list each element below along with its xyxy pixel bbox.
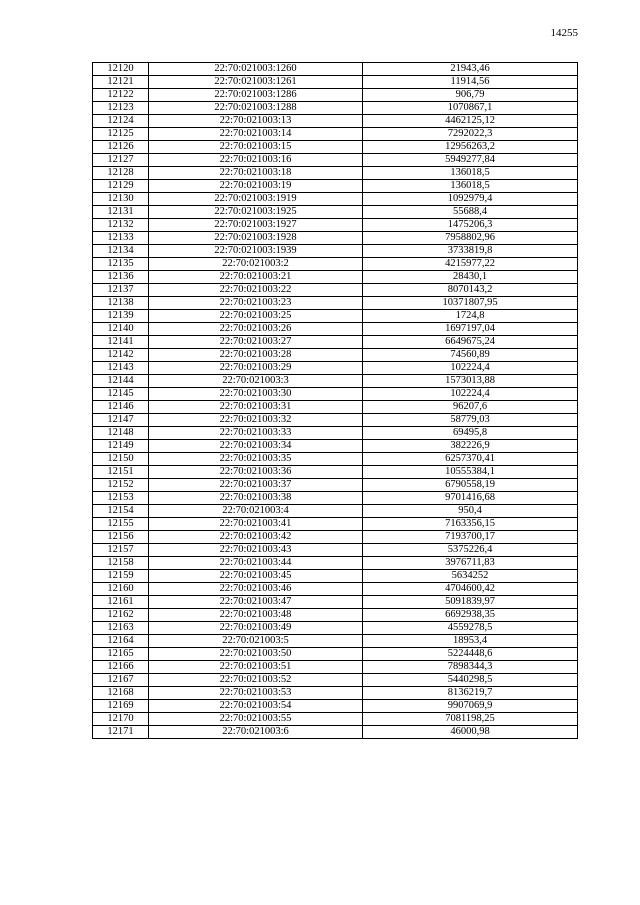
row-number-cell: 12153 [93,492,149,505]
cadastral-number-cell: 22:70:021003:33 [149,427,363,440]
row-number-cell: 12158 [93,557,149,570]
cadastral-value-cell: 9907069,9 [363,700,578,713]
row-number-cell: 12129 [93,180,149,193]
cadastral-number-cell: 22:70:021003:25 [149,310,363,323]
row-number-cell: 12136 [93,271,149,284]
cadastral-number-cell: 22:70:021003:54 [149,700,363,713]
cadastral-number-cell: 22:70:021003:47 [149,596,363,609]
cadastral-number-cell: 22:70:021003:2 [149,258,363,271]
row-number-cell: 12167 [93,674,149,687]
cadastral-value-cell: 6692938,35 [363,609,578,622]
cadastral-value-cell: 906,79 [363,89,578,102]
cadastral-number-cell: 22:70:021003:55 [149,713,363,726]
cadastral-value-cell: 55688,4 [363,206,578,219]
cadastral-number-cell: 22:70:021003:1928 [149,232,363,245]
cadastral-number-cell: 22:70:021003:22 [149,284,363,297]
table-row [93,622,578,635]
row-number-cell: 12165 [93,648,149,661]
table-row [93,375,578,388]
cadastral-value-cell: 1573013,88 [363,375,578,388]
cadastral-number-cell: 22:70:021003:34 [149,440,363,453]
cadastral-number-cell: 22:70:021003:37 [149,479,363,492]
cadastral-value-cell: 6649675,24 [363,336,578,349]
cadastral-value-cell: 96207,6 [363,401,578,414]
cadastral-value-cell: 1070867,1 [363,102,578,115]
cadastral-value-cell: 6790558,19 [363,479,578,492]
cadastral-number-cell: 22:70:021003:4 [149,505,363,518]
cadastral-number-cell: 22:70:021003:21 [149,271,363,284]
table-row [93,141,578,154]
cadastral-number-cell: 22:70:021003:27 [149,336,363,349]
cadastral-value-cell: 5091839,97 [363,596,578,609]
table-row [93,700,578,713]
cadastral-number-cell: 22:70:021003:32 [149,414,363,427]
cadastral-value-cell: 5224448,6 [363,648,578,661]
row-number-cell: 12151 [93,466,149,479]
cadastral-number-cell: 22:70:021003:28 [149,349,363,362]
table-row [93,661,578,674]
table-row [93,193,578,206]
cadastral-value-cell: 4704600,42 [363,583,578,596]
table-row [93,297,578,310]
row-number-cell: 12137 [93,284,149,297]
cadastral-number-cell: 22:70:021003:19 [149,180,363,193]
cadastral-value-cell: 11914,56 [363,76,578,89]
table-row [93,336,578,349]
row-number-cell: 12155 [93,518,149,531]
cadastral-number-cell: 22:70:021003:1260 [149,63,363,76]
cadastral-value-cell: 6257370,41 [363,453,578,466]
table-row [93,219,578,232]
cadastral-value-cell: 3976711,83 [363,557,578,570]
row-number-cell: 12156 [93,531,149,544]
cadastral-number-cell: 22:70:021003:1919 [149,193,363,206]
cadastral-number-cell: 22:70:021003:29 [149,362,363,375]
table-row [93,531,578,544]
cadastral-number-cell: 22:70:021003:42 [149,531,363,544]
table-row [93,76,578,89]
table-row [93,544,578,557]
cadastral-value-cell: 4559278,5 [363,622,578,635]
table-row [93,609,578,622]
row-number-cell: 12154 [93,505,149,518]
table-row [93,466,578,479]
cadastral-value-cell: 7958802,96 [363,232,578,245]
row-number-cell: 12171 [93,726,149,739]
table-row [93,349,578,362]
cadastral-number-cell: 22:70:021003:18 [149,167,363,180]
row-number-cell: 12160 [93,583,149,596]
row-number-cell: 12121 [93,76,149,89]
cadastral-value-cell: 7898344,3 [363,661,578,674]
table-row [93,440,578,453]
table-row [93,258,578,271]
cadastral-value-cell: 102224,4 [363,362,578,375]
cadastral-number-cell: 22:70:021003:13 [149,115,363,128]
cadastral-number-cell: 22:70:021003:43 [149,544,363,557]
table-row [93,648,578,661]
table-body [93,63,578,739]
cadastral-value-cell: 58779,03 [363,414,578,427]
cadastral-number-cell: 22:70:021003:48 [149,609,363,622]
cadastral-number-cell: 22:70:021003:41 [149,518,363,531]
cadastral-value-table [92,62,578,739]
row-number-cell: 12168 [93,687,149,700]
page-number: 14255 [550,27,578,39]
cadastral-number-cell: 22:70:021003:1925 [149,206,363,219]
row-number-cell: 12145 [93,388,149,401]
cadastral-number-cell: 22:70:021003:1927 [149,219,363,232]
cadastral-value-cell: 10555384,1 [363,466,578,479]
table-row [93,271,578,284]
cadastral-value-cell: 5634252 [363,570,578,583]
cadastral-number-cell: 22:70:021003:52 [149,674,363,687]
row-number-cell: 12123 [93,102,149,115]
table-row [93,362,578,375]
row-number-cell: 12139 [93,310,149,323]
cadastral-value-cell: 74560,89 [363,349,578,362]
row-number-cell: 12126 [93,141,149,154]
row-number-cell: 12133 [93,232,149,245]
table-row [93,414,578,427]
row-number-cell: 12149 [93,440,149,453]
row-number-cell: 12164 [93,635,149,648]
table-row [93,687,578,700]
row-number-cell: 12143 [93,362,149,375]
table-row [93,388,578,401]
cadastral-number-cell: 22:70:021003:45 [149,570,363,583]
table-row [93,154,578,167]
row-number-cell: 12125 [93,128,149,141]
row-number-cell: 12166 [93,661,149,674]
row-number-cell: 12140 [93,323,149,336]
table-row [93,232,578,245]
cadastral-number-cell: 22:70:021003:36 [149,466,363,479]
cadastral-number-cell: 22:70:021003:30 [149,388,363,401]
cadastral-number-cell: 22:70:021003:16 [149,154,363,167]
table-row [93,284,578,297]
cadastral-value-cell: 1724,8 [363,310,578,323]
row-number-cell: 12146 [93,401,149,414]
cadastral-value-cell: 4215977,22 [363,258,578,271]
table-row [93,492,578,505]
cadastral-value-cell: 8070143,2 [363,284,578,297]
cadastral-value-cell: 46000,98 [363,726,578,739]
cadastral-number-cell: 22:70:021003:1261 [149,76,363,89]
cadastral-value-cell: 7193700,17 [363,531,578,544]
table-row [93,518,578,531]
cadastral-value-cell: 7163356,15 [363,518,578,531]
cadastral-value-cell: 10371807,95 [363,297,578,310]
cadastral-value-cell: 28430,1 [363,271,578,284]
cadastral-number-cell: 22:70:021003:38 [149,492,363,505]
table-row [93,479,578,492]
row-number-cell: 12130 [93,193,149,206]
table-row [93,245,578,258]
table-row [93,557,578,570]
table-row [93,505,578,518]
table-row [93,583,578,596]
cadastral-value-cell: 12956263,2 [363,141,578,154]
table-row [93,167,578,180]
row-number-cell: 12134 [93,245,149,258]
table-row [93,323,578,336]
row-number-cell: 12128 [93,167,149,180]
cadastral-value-cell: 102224,4 [363,388,578,401]
cadastral-value-cell: 3733819,8 [363,245,578,258]
table-row [93,596,578,609]
cadastral-number-cell: 22:70:021003:26 [149,323,363,336]
row-number-cell: 12169 [93,700,149,713]
table-row [93,128,578,141]
cadastral-number-cell: 22:70:021003:46 [149,583,363,596]
row-number-cell: 12148 [93,427,149,440]
cadastral-value-cell: 5375226,4 [363,544,578,557]
row-number-cell: 12162 [93,609,149,622]
cadastral-number-cell: 22:70:021003:1939 [149,245,363,258]
cadastral-number-cell: 22:70:021003:5 [149,635,363,648]
row-number-cell: 12127 [93,154,149,167]
cadastral-value-cell: 4462125,12 [363,115,578,128]
cadastral-value-cell: 8136219,7 [363,687,578,700]
cadastral-number-cell: 22:70:021003:51 [149,661,363,674]
row-number-cell: 12142 [93,349,149,362]
row-number-cell: 12132 [93,219,149,232]
row-number-cell: 12120 [93,63,149,76]
row-number-cell: 12122 [93,89,149,102]
row-number-cell: 12144 [93,375,149,388]
cadastral-value-cell: 18953,4 [363,635,578,648]
cadastral-value-cell: 382226,9 [363,440,578,453]
cadastral-number-cell: 22:70:021003:14 [149,128,363,141]
cadastral-number-cell: 22:70:021003:35 [149,453,363,466]
row-number-cell: 12141 [93,336,149,349]
cadastral-value-cell: 1697197,04 [363,323,578,336]
table-row [93,180,578,193]
row-number-cell: 12138 [93,297,149,310]
table-row [93,310,578,323]
cadastral-number-cell: 22:70:021003:49 [149,622,363,635]
row-number-cell: 12157 [93,544,149,557]
cadastral-value-cell: 5440298,5 [363,674,578,687]
cadastral-number-cell: 22:70:021003:53 [149,687,363,700]
row-number-cell: 12163 [93,622,149,635]
table-row [93,674,578,687]
table-row [93,89,578,102]
table-row [93,427,578,440]
cadastral-value-cell: 1475206,3 [363,219,578,232]
cadastral-number-cell: 22:70:021003:15 [149,141,363,154]
cadastral-value-cell: 950,4 [363,505,578,518]
cadastral-number-cell: 22:70:021003:1286 [149,89,363,102]
table-row [93,115,578,128]
cadastral-value-cell: 7081198,25 [363,713,578,726]
row-number-cell: 12135 [93,258,149,271]
cadastral-value-cell: 5949277,84 [363,154,578,167]
cadastral-value-cell: 21943,46 [363,63,578,76]
cadastral-value-cell: 9701416,68 [363,492,578,505]
cadastral-number-cell: 22:70:021003:6 [149,726,363,739]
row-number-cell: 12170 [93,713,149,726]
row-number-cell: 12161 [93,596,149,609]
cadastral-number-cell: 22:70:021003:44 [149,557,363,570]
cadastral-number-cell: 22:70:021003:50 [149,648,363,661]
table-row [93,453,578,466]
cadastral-value-cell: 7292022,3 [363,128,578,141]
row-number-cell: 12150 [93,453,149,466]
table-row [93,726,578,739]
cadastral-number-cell: 22:70:021003:31 [149,401,363,414]
cadastral-number-cell: 22:70:021003:23 [149,297,363,310]
row-number-cell: 12131 [93,206,149,219]
table-row [93,401,578,414]
row-number-cell: 12159 [93,570,149,583]
table-row [93,102,578,115]
cadastral-number-cell: 22:70:021003:1288 [149,102,363,115]
table-row [93,713,578,726]
cadastral-value-cell: 136018,5 [363,180,578,193]
cadastral-value-cell: 136018,5 [363,167,578,180]
row-number-cell: 12124 [93,115,149,128]
cadastral-number-cell: 22:70:021003:3 [149,375,363,388]
table-row [93,570,578,583]
cadastral-value-cell: 69495,8 [363,427,578,440]
row-number-cell: 12147 [93,414,149,427]
table-row [93,206,578,219]
table-row [93,63,578,76]
cadastral-value-cell: 1092979,4 [363,193,578,206]
table-row [93,635,578,648]
row-number-cell: 12152 [93,479,149,492]
